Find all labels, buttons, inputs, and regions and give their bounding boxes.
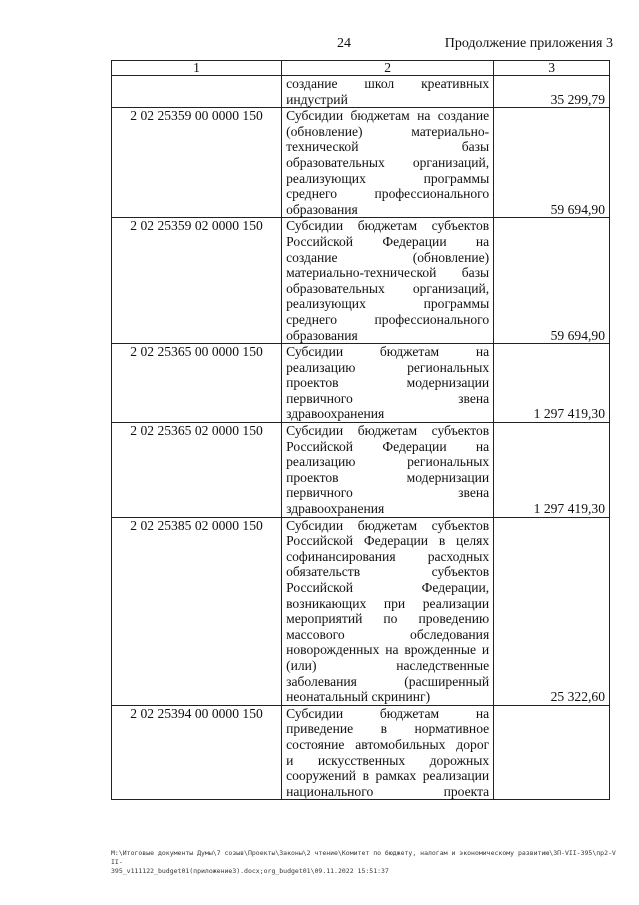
description-line: софинансирования расходных (286, 548, 490, 564)
description-line: заболевания (расширенный (286, 673, 490, 689)
description-line: Российской Федерации в целях (286, 533, 490, 549)
description-line: обязательств субъектов (286, 564, 490, 580)
description-line: Российской Федерации на (286, 233, 490, 249)
description-line: Российской Федерации, (286, 580, 490, 595)
description-line: (или) наследственные (286, 657, 490, 673)
description-line: Российской Федерации на (286, 438, 490, 454)
description-line: сооружений в рамках реализации (286, 768, 490, 784)
description-line: (обновление) материально- (286, 123, 490, 139)
file-path-line: М:\Итоговые документы Думы\7 созыв\Проекты\Законы\2 чтение\Комитет по бюджету, налогам и экономическому развитию\ЗП-VII-395\пр2-VII- (111, 849, 616, 866)
description-line: образования (286, 201, 358, 217)
description-line: среднего профессионального (286, 311, 490, 327)
description-line: образовательных организаций, (286, 280, 490, 296)
description-line: реализующих программы (286, 296, 490, 312)
budget-description (282, 108, 494, 218)
budget-description (282, 705, 494, 800)
budget-description (282, 517, 494, 705)
table-row (112, 517, 610, 705)
description-line: проектов модернизации (286, 375, 490, 391)
description-line: первичного звена (286, 485, 490, 501)
description-line: Субсидии бюджетам субъектов (286, 517, 490, 533)
table-row (112, 218, 610, 344)
table-row (112, 108, 610, 218)
description-line: индустрий (286, 91, 348, 107)
table-row (112, 423, 610, 518)
description-line: первичного звена (286, 390, 490, 406)
description-line: технической базы (286, 139, 490, 155)
budget-amount (494, 705, 610, 800)
description-line: реализацию региональных (286, 454, 490, 470)
budget-amount: 35 299,79 (494, 76, 610, 108)
description-line: реализацию региональных (286, 359, 490, 375)
description-line: реализующих программы (286, 170, 490, 186)
budget-code: 2 02 25385 02 0000 150 (112, 517, 282, 705)
budget-amount: 1 297 419,30 (494, 344, 610, 423)
file-path-line: 395_v111122_budget01(приложение3).docx;org_budget01\09.11.2022 15:51:37 (111, 867, 389, 875)
budget-code: 2 02 25365 00 0000 150 (112, 344, 282, 423)
description-line: создание школ креативных (286, 76, 490, 91)
budget-amount: 1 297 419,30 (494, 423, 610, 518)
description-line: материально-технической базы (286, 265, 490, 281)
table-row (112, 76, 610, 108)
budget-amount: 25 322,60 (494, 517, 610, 705)
column-number-2: 2 (282, 61, 494, 76)
description-line: неонатальный скрининг) (286, 689, 431, 705)
description-line: возникающих при реализации (286, 595, 490, 611)
budget-description (282, 218, 494, 344)
table-row (112, 344, 610, 423)
budget-amount: 59 694,90 (494, 218, 610, 344)
description-line: новорожденных на врожденные и (286, 642, 490, 658)
description-line: образования (286, 327, 358, 343)
budget-description (282, 423, 494, 518)
description-line: здравоохранения (286, 406, 385, 422)
table-header-row (112, 61, 610, 76)
page-number: 24 (337, 36, 351, 51)
description-line: Субсидии бюджетам субъектов (286, 218, 490, 234)
file-path-footer (111, 849, 617, 876)
budget-table (111, 60, 610, 800)
column-number-1: 1 (112, 61, 282, 76)
description-line: состояние автомобильных дорог (286, 736, 490, 752)
budget-code (112, 76, 282, 108)
description-line: создание (обновление) (286, 249, 490, 265)
description-line: массового обследования (286, 626, 490, 642)
budget-amount: 59 694,90 (494, 108, 610, 218)
description-line: мероприятий по проведению (286, 611, 490, 627)
description-line: Субсидии бюджетам на создание (286, 108, 490, 124)
description-line: национального проекта (286, 783, 490, 799)
budget-description (282, 344, 494, 423)
budget-code: 2 02 25359 02 0000 150 (112, 218, 282, 344)
budget-description (282, 76, 494, 108)
table-row (112, 705, 610, 800)
description-line: и искусственных дорожных (286, 752, 490, 768)
description-line: Субсидии бюджетам субъектов (286, 423, 490, 439)
continuation-label: Продолжение приложения 3 (444, 36, 613, 51)
budget-code: 2 02 25365 02 0000 150 (112, 423, 282, 518)
description-line: Субсидии бюджетам на (286, 344, 490, 360)
budget-code: 2 02 25359 00 0000 150 (112, 108, 282, 218)
description-line: здравоохранения (286, 501, 385, 517)
description-line: проектов модернизации (286, 469, 490, 485)
description-line: среднего профессионального (286, 186, 490, 202)
description-line: образовательных организаций, (286, 154, 490, 170)
column-number-3: 3 (494, 61, 610, 76)
description-line: приведение в нормативное (286, 721, 490, 737)
description-line: Субсидии бюджетам на (286, 705, 490, 721)
budget-code: 2 02 25394 00 0000 150 (112, 705, 282, 800)
